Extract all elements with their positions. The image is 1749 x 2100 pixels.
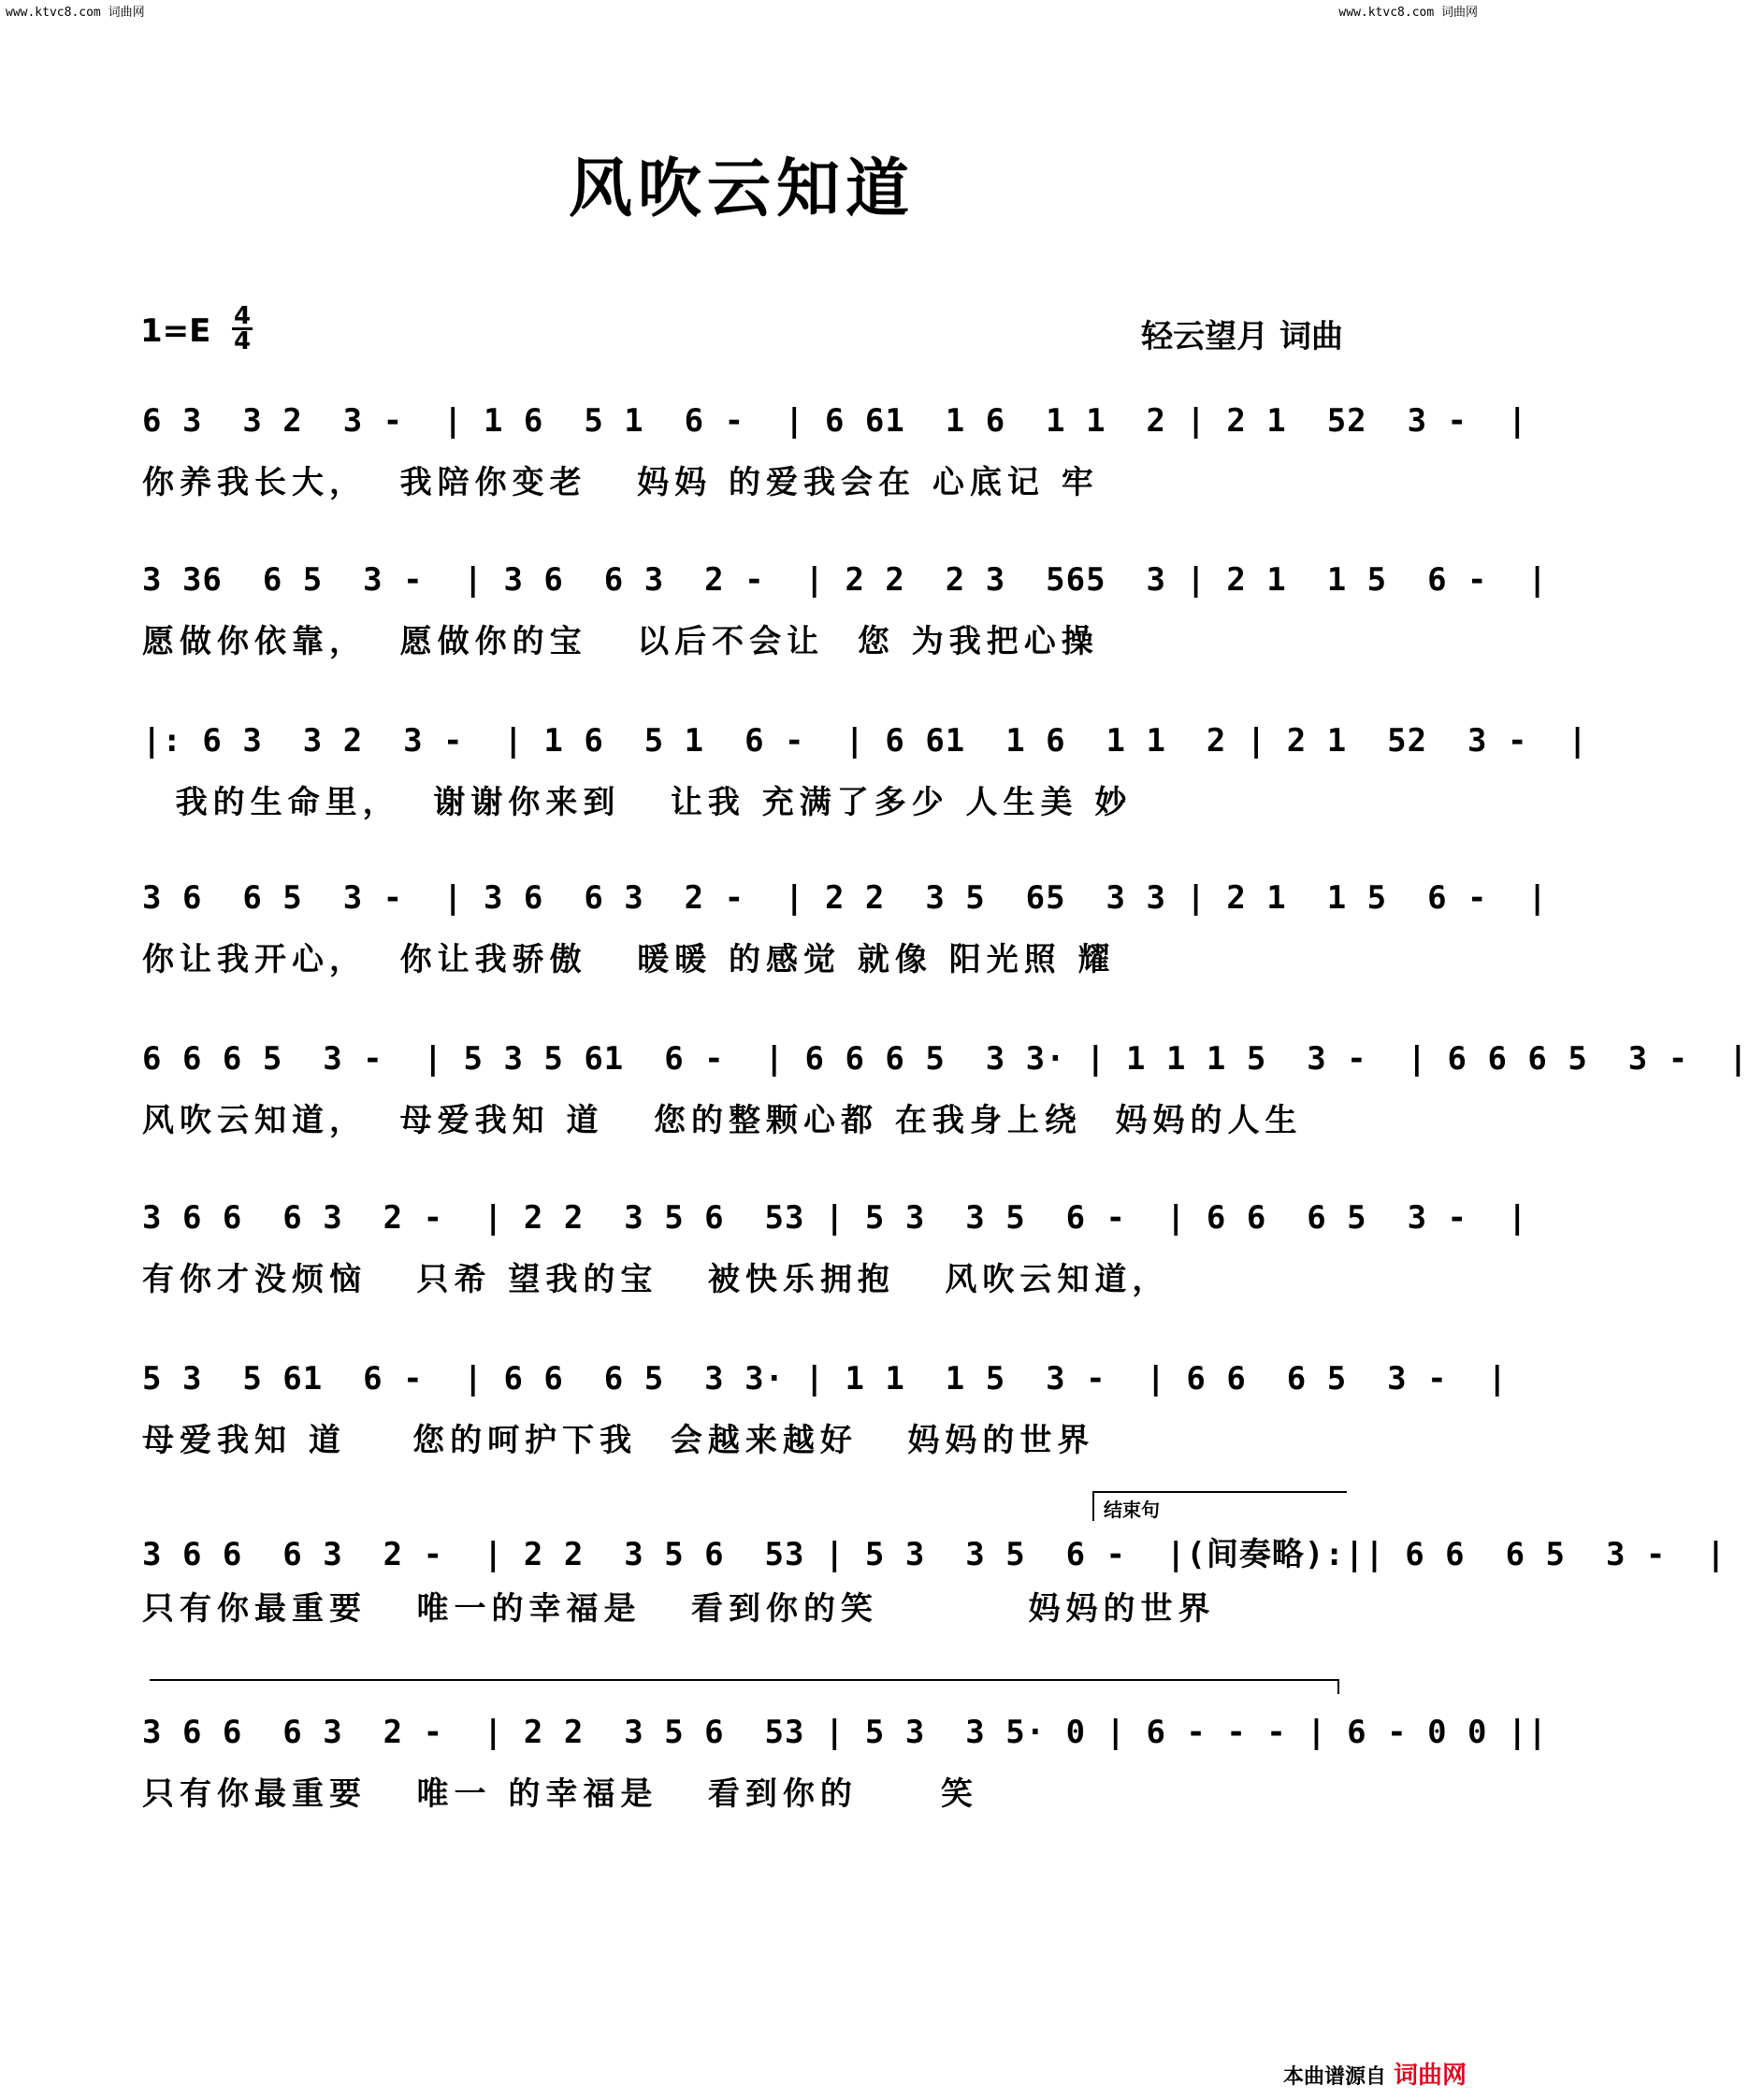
author-credit: 轻云望月 词曲 [1141,318,1343,355]
time-signature-bottom: 4 [234,327,252,355]
site-watermark-left: www.ktvc8.com 词曲网 [6,6,145,20]
footer-brand[interactable]: 词曲网 [1393,2062,1467,2090]
time-signature-top: 4 [234,302,252,330]
row-lyrics: 有你才没烦恼 只希 望我的宝 被快乐拥抱 风吹云知道， [142,1261,1170,1298]
row-notes: 3 6 6 6 3 2 - | 2 2 3 5 6 53 | 5 3 3 5· 0 | 6 - - - | 6 - 0 0 || [142,1714,1548,1751]
site-watermark-right: www.ktvc8.com 词曲网 [1338,6,1478,20]
song-title: 风吹云知道 [568,152,915,226]
row-notes: 3 6 6 6 3 2 - | 2 2 3 5 6 53 | 5 3 3 5 6 - |(间奏略):|| 6 6 6 5 3 - | [142,1536,1727,1573]
row-lyrics: 我的生命里， 谢谢你来到 让我 充满了多少 人生美 妙 [142,784,1133,821]
row-lyrics: 只有你最重要 唯一的幸福是 看到你的笑 妈妈的世界 [142,1590,1216,1628]
footer-credit [1283,2056,1467,2091]
time-signature [232,302,253,355]
row-notes: |: 6 3 3 2 3 - | 1 6 5 1 6 - | 6 61 1 6 1 1 2 | 2 1 52 3 - | [142,722,1588,760]
footer-text: 本曲谱源自 [1282,2065,1386,2089]
row-lyrics: 你养我长大， 我陪你变老 妈妈 的爱我会在 心底记 牢 [142,464,1099,501]
row-lyrics: 愿做你依靠， 愿做你的宝 以后不会让 您 为我把心操 [142,623,1099,660]
row-notes: 3 6 6 6 3 2 - | 2 2 3 5 6 53 | 5 3 3 5 6 - | 6 6 6 5 3 - | [142,1199,1528,1237]
final-bracket-line [150,1679,1339,1694]
row-notes: 6 6 6 5 3 - | 5 3 5 61 6 - | 6 6 6 5 3 3· | 1 1 1 5 3 - | 6 6 6 5 3 - | [142,1040,1749,1078]
row-lyrics: 母爱我知 道 您的呵护下我 会越来越好 妈妈的世界 [142,1422,1095,1459]
row-lyrics: 风吹云知道， 母爱我知 道 您的整颗心都 在我身上绕 妈妈的人生 [142,1102,1303,1139]
row-notes: 5 3 5 61 6 - | 6 6 6 5 3 3· | 1 1 1 5 3 - | 6 6 6 5 3 - | [142,1360,1508,1398]
row-notes: 3 6 6 5 3 - | 3 6 6 3 2 - | 2 2 3 5 65 3 3 | 2 1 1 5 6 - | [142,879,1548,917]
row-notes: 3 36 6 5 3 - | 3 6 6 3 2 - | 2 2 2 3 565 3 | 2 1 1 5 6 - | [142,561,1548,599]
ending-label: 结束句 [1104,1499,1160,1521]
row-notes: 6 3 3 2 3 - | 1 6 5 1 6 - | 6 61 1 6 1 1 2 | 2 1 52 3 - | [142,402,1528,440]
row-lyrics: 只有你最重要 唯一 的幸福是 看到你的 笑 [142,1775,979,1813]
row-lyrics: 你让我开心， 你让我骄傲 暖暖 的感觉 就像 阳光照 耀 [142,941,1116,978]
key-signature: 1=E [140,312,211,350]
